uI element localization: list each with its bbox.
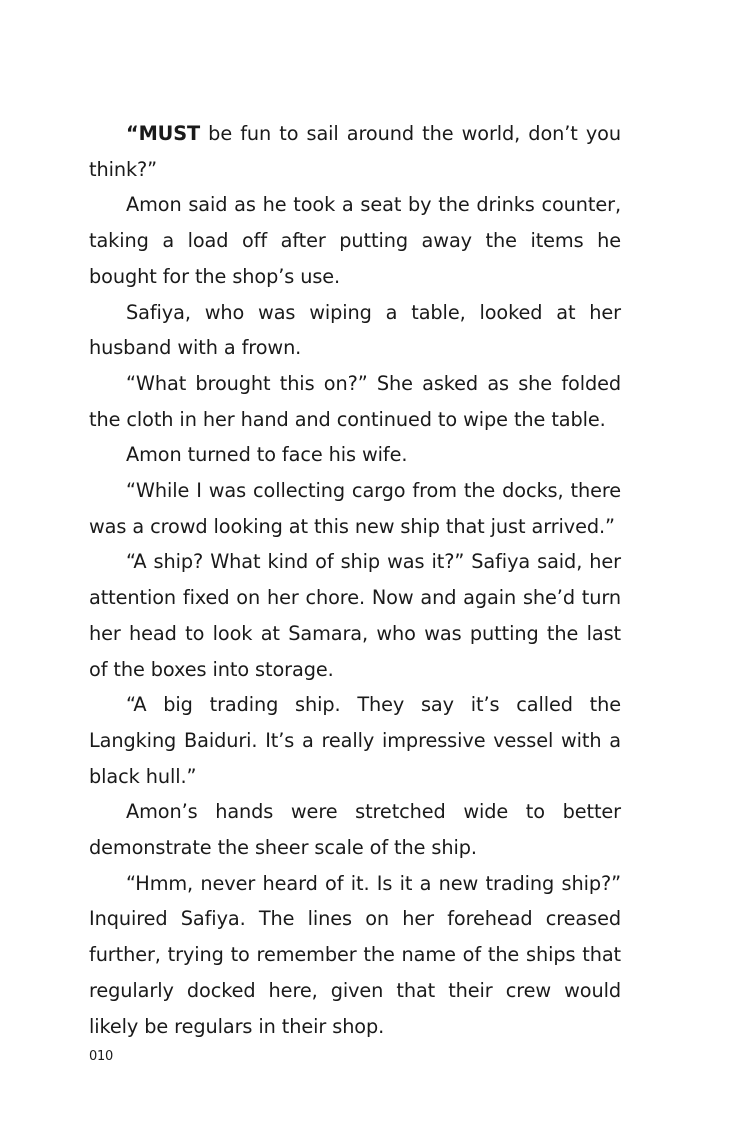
paragraph-9: Amon’s hands were stretched wide to better demonstrate the sheer scale of the ship. — [89, 800, 621, 860]
paragraph-6: “While I was collecting cargo from the docks, there was a crowd looking at this new ship that just arrived.” — [89, 479, 621, 538]
paragraph-1 — [89, 116, 621, 187]
paragraph-8: “A big trading ship. They say it’s called the Langking Baiduri. It’s a really impressive vessel with a black hull.” — [89, 693, 621, 788]
body-text — [89, 116, 621, 1044]
opening-lead-word: “MUST — [126, 122, 201, 145]
paragraph-3: Safiya, who was wiping a table, looked at her husband with a frown. — [89, 300, 621, 360]
paragraph-10: “Hmm, never heard of it. Is it a new trading ship?” Inquired Safiya. The lines on her forehead creased further, trying to remember the name of the ships that regularly docked here, given that their crew would likely be regulars in their shop. — [89, 871, 621, 1038]
paragraph-4: “What brought this on?” She asked as she folded the cloth in her hand and continued to wipe the table. — [89, 371, 621, 431]
opening-text: be fun to sail around the world, don’t you think?” — [89, 122, 621, 181]
paragraph-5: Amon turned to face his wife. — [126, 443, 408, 467]
paragraph-2: Amon said as he took a seat by the drinks counter, taking a load off after putting away the items he bought for the shop’s use. — [89, 193, 621, 288]
page-number: 010 — [89, 1049, 113, 1064]
paragraph-7: “A ship? What kind of ship was it?” Safiya said, her attention fixed on her chore. Now and again she’d turn her head to look at Samara, who was putting the last of the boxes into storage. — [89, 550, 621, 681]
